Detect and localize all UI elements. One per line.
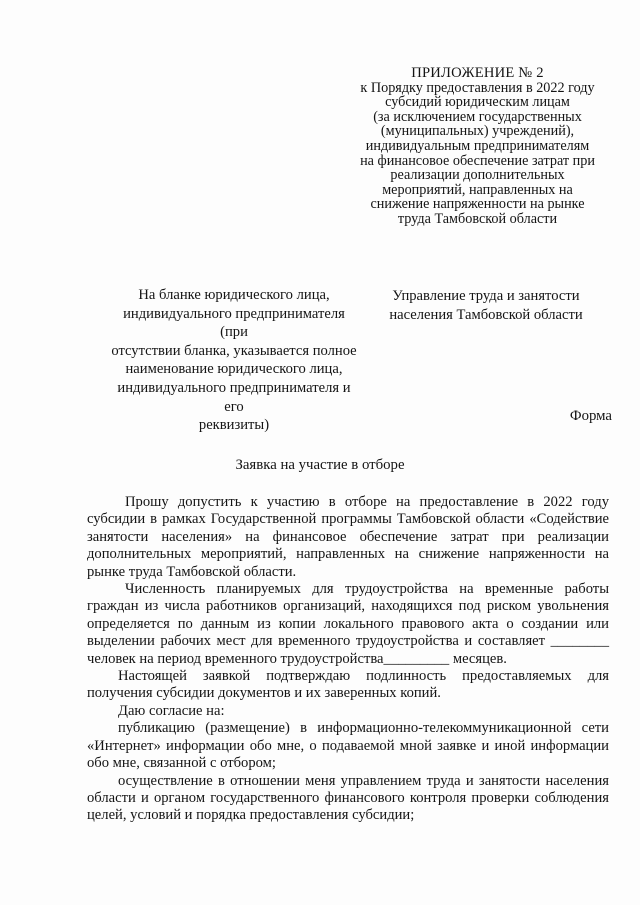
paragraph-confirmation: Настоящей заявкой подтверждаю подлинность предоставляемых для получения субсидии документов и их заверенных копий. <box>87 668 609 702</box>
paragraph-request: Прошу допустить к участию в отборе на предоставление в 2022 году субсидии в рамках Государственной программы Тамбовской области «Содействие занятости населения» на финансовое обеспечение затрат при реализации дополнительных мероприятий, направленных на снижение напряженности на рынке труда Тамбовской области. <box>87 494 609 580</box>
paragraph-headcount: Численность планируемых для трудоустройства на временные работы граждан из числа работников организаций, находящихся под риском увольнения определяется по данным из копии локального правового акта о создании или выделении рабочих мест для временного трудоустройства и составляет ________ человек на период временного трудоустройства_________ месяцев. <box>87 581 609 667</box>
addressee: Управление труда и занятости населения Тамбовской области <box>389 288 583 323</box>
form-label: Форма <box>569 408 612 424</box>
paragraph-consent-publication: публикацию (размещение) в информационно-телекоммуникационной сети «Интернет» информации обо мне, о подаваемой мной заявке и иной информации обо мне, связанной с отбором; <box>87 720 609 772</box>
application-body <box>87 494 609 825</box>
paragraph-consent-inspection: осуществление в отношении меня управлением труда и занятости населения области и органом государственного финансового контроля проверки соблюдения целей, условий и порядка предоставления субсидии; <box>87 772 609 824</box>
paragraph-consent-heading: Даю согласие на: <box>118 702 225 719</box>
letterhead-note: На бланке юридического лица, индивидуального предпринимателя (при отсутствии бланка, указывается полное наименование юридического лица, индивидуального предпринимателя и его реквизиты) <box>111 287 357 434</box>
appendix-block <box>340 66 615 227</box>
document-title: Заявка на участие в отборе <box>235 457 405 473</box>
appendix-title: ПРИЛОЖЕНИЕ № 2 <box>411 65 544 81</box>
appendix-text: к Порядку предоставления в 2022 году субсидий юридическим лицам (за исключением государственных (муниципальных) учреждений), индивидуальным предпринимателям на финансовое обеспечение затрат при реализации дополнительных мероприятий, направленных на снижение напряженности на рынке труда Тамбовской области <box>360 79 595 227</box>
